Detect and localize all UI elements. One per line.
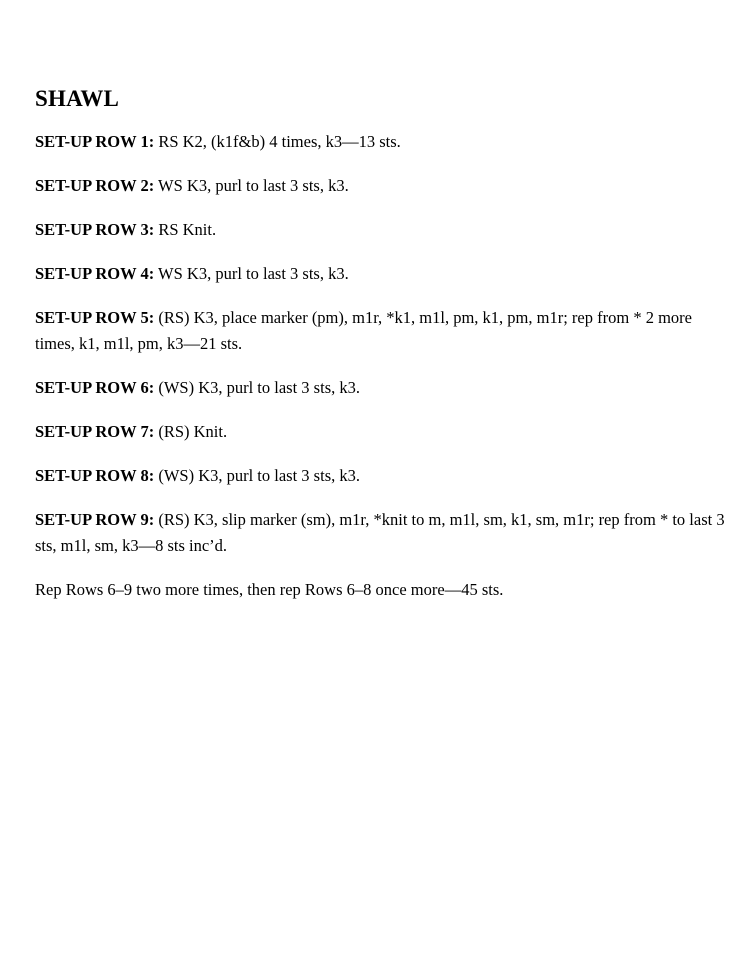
setup-row-9 [35,507,725,559]
section-title: SHAWL [35,86,120,111]
setup-row-6 [35,375,725,401]
row-instructions: (WS) K3, purl to last 3 sts, k3. [154,378,360,397]
setup-row-5 [35,305,725,357]
row-label: SET-UP ROW 6: [35,378,155,397]
row-label: SET-UP ROW 1: [35,132,155,151]
row-label: SET-UP ROW 8: [35,466,155,485]
row-instructions: (RS) K3, place marker (pm), m1r, *k1, m1l, pm, k1, pm, m1r; rep from * 2 more times, k1, m1l, pm, k3—21 sts. [35,308,692,353]
row-label: SET-UP ROW 9: [35,510,155,529]
setup-row-8 [35,463,725,489]
row-instructions: (RS) Knit. [154,422,228,441]
row-label: SET-UP ROW 7: [35,422,155,441]
row-instructions: (WS) K3, purl to last 3 sts, k3. [154,466,360,485]
setup-row-1 [35,129,725,155]
setup-row-7 [35,419,725,445]
row-instructions: RS Knit. [154,220,217,239]
setup-row-4 [35,261,725,287]
setup-row-2 [35,173,725,199]
document-page [35,84,725,603]
row-instructions: WS K3, purl to last 3 sts, k3. [154,176,349,195]
row-instructions: (RS) K3, slip marker (sm), m1r, *knit to m, m1l, sm, k1, sm, m1r; rep from * to last 3 sts, m1l, sm, k3—8 sts inc’d. [35,510,725,555]
row-instructions: WS K3, purl to last 3 sts, k3. [154,264,349,283]
row-instructions: RS K2, (k1f&b) 4 times, k3—13 sts. [154,132,401,151]
row-label: SET-UP ROW 4: [35,264,155,283]
closing-note: Rep Rows 6–9 two more times, then rep Rows 6–8 once more—45 sts. [35,580,504,599]
row-label: SET-UP ROW 2: [35,176,155,195]
row-label: SET-UP ROW 5: [35,308,155,327]
row-label: SET-UP ROW 3: [35,220,155,239]
setup-row-3 [35,217,725,243]
